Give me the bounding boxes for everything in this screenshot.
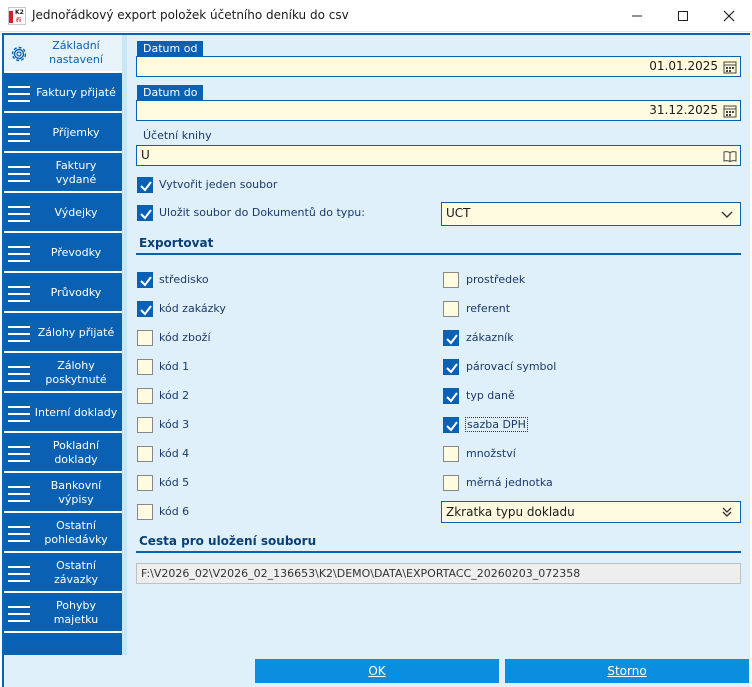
export-kod-1-checkbox[interactable] — [137, 359, 153, 375]
sidebar-item-zalohy-poskytnute[interactable] — [4, 355, 122, 393]
doc-abbrev-select[interactable] — [441, 501, 741, 523]
sidebar-item-pohyby-majetku[interactable] — [4, 595, 122, 633]
export-sazba-dph-label: sazba DPH — [467, 418, 526, 431]
title-bar — [0, 0, 752, 32]
export-kod-4-checkbox[interactable] — [137, 446, 153, 462]
menu-icon — [8, 284, 30, 304]
export-kod-1-label: kód 1 — [159, 360, 190, 373]
sidebar-item-ostatni-zavazky[interactable] — [4, 555, 122, 593]
date-from-value: 01.01.2025 — [649, 59, 718, 73]
date-from-field[interactable] — [136, 56, 741, 77]
export-merna-jednotka-checkbox[interactable] — [443, 475, 459, 491]
sidebar-item-prijemky[interactable] — [4, 115, 122, 153]
menu-icon — [8, 164, 30, 184]
sidebar-item-ostatni-pohledavky[interactable] — [4, 515, 122, 553]
export-kod-3-label: kód 3 — [159, 418, 190, 431]
sidebar-item-label: Interní doklady — [34, 406, 118, 419]
sidebar-item-label: Zálohy poskytnuté — [45, 359, 107, 386]
export-sazba-dph-checkbox[interactable] — [443, 417, 459, 433]
menu-icon — [8, 604, 30, 624]
path-field[interactable]: F:\V2026_02\V2026_02_136653\K2\DEMO\DATA\EXPORTACC_20260203_072358 — [136, 563, 741, 584]
export-kod-6-label: kód 6 — [159, 505, 190, 518]
check-icon — [139, 274, 153, 288]
menu-icon — [8, 204, 30, 224]
doc-abbrev-value: Zkratka typu dokladu — [446, 505, 575, 519]
check-icon — [445, 361, 459, 375]
export-kod-2-label: kód 2 — [159, 389, 190, 402]
menu-icon — [8, 364, 30, 384]
export-mnozstvi-checkbox[interactable] — [443, 446, 459, 462]
save-to-docs-label: Uložit soubor do Dokumentů do typu: — [159, 206, 365, 219]
export-zakaznik-checkbox[interactable] — [443, 330, 459, 346]
export-zakaznik-label: zákazník — [466, 331, 514, 344]
sidebar-item-faktury-prijate[interactable] — [4, 75, 122, 113]
export-kod-zakazky-label: kód zakázky — [159, 302, 226, 315]
menu-icon — [8, 484, 30, 504]
menu-icon — [8, 524, 30, 544]
sidebar-item-label: Zálohy přijaté — [37, 326, 115, 339]
check-icon — [445, 390, 459, 404]
export-stredisko-label: středisko — [159, 273, 209, 286]
menu-icon — [8, 244, 30, 264]
sidebar-item-faktury-vydane[interactable] — [4, 155, 122, 193]
book-icon[interactable] — [723, 149, 737, 163]
export-prostredek-label: prostředek — [466, 273, 526, 286]
content-panel — [127, 35, 750, 655]
sidebar-item-label: Převodky — [50, 246, 102, 259]
books-field[interactable] — [136, 145, 741, 166]
sidebar-item-bankovni-vypisy[interactable] — [4, 475, 122, 513]
sidebar-item-label: Pokladní doklady — [52, 439, 100, 466]
date-to-label: Datum do — [137, 85, 203, 100]
sidebar-item-label: Faktury přijaté — [36, 86, 116, 99]
export-kod-zakazky-checkbox[interactable] — [137, 301, 153, 317]
export-referent-checkbox[interactable] — [443, 301, 459, 317]
sidebar-item-interni-doklady[interactable] — [4, 395, 122, 433]
sidebar-item-vydejky[interactable] — [4, 195, 122, 233]
sidebar-item-label: Faktury vydané — [55, 159, 97, 186]
menu-icon — [8, 404, 30, 424]
menu-icon — [8, 124, 30, 144]
sidebar-item-label: Příjemky — [52, 126, 100, 139]
sidebar — [4, 35, 122, 655]
check-icon — [139, 207, 153, 221]
gear-icon — [9, 44, 29, 64]
export-kod-6-checkbox[interactable] — [137, 504, 153, 520]
sidebar-item-label: Bankovní výpisy — [50, 479, 102, 506]
sidebar-item-label: Ostatní pohledávky — [44, 519, 108, 546]
export-referent-label: referent — [466, 302, 511, 315]
close-icon[interactable] — [706, 0, 752, 32]
export-section-title: Exportovat — [139, 236, 214, 250]
single-file-checkbox[interactable] — [137, 177, 153, 193]
calendar-icon[interactable] — [723, 60, 737, 74]
sidebar-item-label: Výdejky — [54, 206, 98, 219]
save-to-docs-checkbox[interactable] — [137, 205, 153, 221]
check-icon — [139, 303, 153, 317]
export-kod-4-label: kód 4 — [159, 447, 190, 460]
minimize-icon[interactable] — [614, 0, 660, 32]
books-label: Účetní knihy — [143, 129, 212, 142]
sidebar-item-zalohy-prijate[interactable] — [4, 315, 122, 353]
section-divider — [136, 253, 741, 255]
export-mnozstvi-label: množství — [466, 447, 516, 460]
chevron-down-icon — [720, 207, 734, 221]
sidebar-item-prevodky[interactable] — [4, 235, 122, 273]
export-prostredek-checkbox[interactable] — [443, 272, 459, 288]
path-section-title: Cesta pro uložení souboru — [139, 534, 317, 548]
date-to-value: 31.12.2025 — [649, 103, 718, 117]
window-title: Jednořádkový export položek účetního deníku do csv — [32, 8, 349, 22]
sidebar-item-label: Základní nastavení — [49, 39, 103, 66]
sidebar-item-label: Ostatní závazky — [53, 559, 99, 586]
app-logo-icon: K2 ři — [8, 7, 26, 25]
check-icon — [445, 332, 459, 346]
maximize-icon[interactable] — [660, 0, 706, 32]
menu-icon — [8, 324, 30, 344]
export-typ-dane-label: typ daně — [466, 389, 515, 402]
check-icon — [139, 179, 153, 193]
ok-button[interactable]: OK — [255, 659, 499, 683]
sidebar-item-pruvodky[interactable] — [4, 275, 122, 313]
check-icon — [445, 419, 459, 433]
double-chevron-down-icon — [720, 505, 734, 519]
doc-type-select[interactable] — [441, 202, 741, 226]
date-from-label: Datum od — [137, 41, 203, 56]
export-kod-zbozi-label: kód zboží — [159, 331, 211, 344]
calendar-icon[interactable] — [723, 104, 737, 118]
export-kod-2-checkbox[interactable] — [137, 388, 153, 404]
cancel-button[interactable]: Storno — [505, 659, 749, 683]
export-kod-5-label: kód 5 — [159, 476, 190, 489]
single-file-label: Vytvořit jeden soubor — [159, 178, 278, 191]
export-parovaci-symbol-checkbox[interactable] — [443, 359, 459, 375]
export-parovaci-symbol-label: párovací symbol — [466, 360, 557, 373]
books-value: U — [141, 148, 150, 162]
section-divider — [136, 551, 741, 553]
export-kod-3-checkbox[interactable] — [137, 417, 153, 433]
menu-icon — [8, 564, 30, 584]
sidebar-item-pokladni-doklady[interactable] — [4, 435, 122, 473]
doc-type-value: UCT — [446, 206, 471, 220]
export-typ-dane-checkbox[interactable] — [443, 388, 459, 404]
date-to-field[interactable] — [136, 100, 741, 121]
export-kod-zbozi-checkbox[interactable] — [137, 330, 153, 346]
menu-icon — [8, 444, 30, 464]
export-kod-5-checkbox[interactable] — [137, 475, 153, 491]
export-stredisko-checkbox[interactable] — [137, 272, 153, 288]
menu-icon — [8, 84, 30, 104]
sidebar-item-zakladni-nastaveni[interactable] — [4, 35, 122, 73]
sidebar-item-label: Průvodky — [50, 286, 102, 299]
sidebar-item-label: Pohyby majetku — [53, 599, 99, 626]
export-merna-jednotka-label: měrná jednotka — [466, 476, 553, 489]
